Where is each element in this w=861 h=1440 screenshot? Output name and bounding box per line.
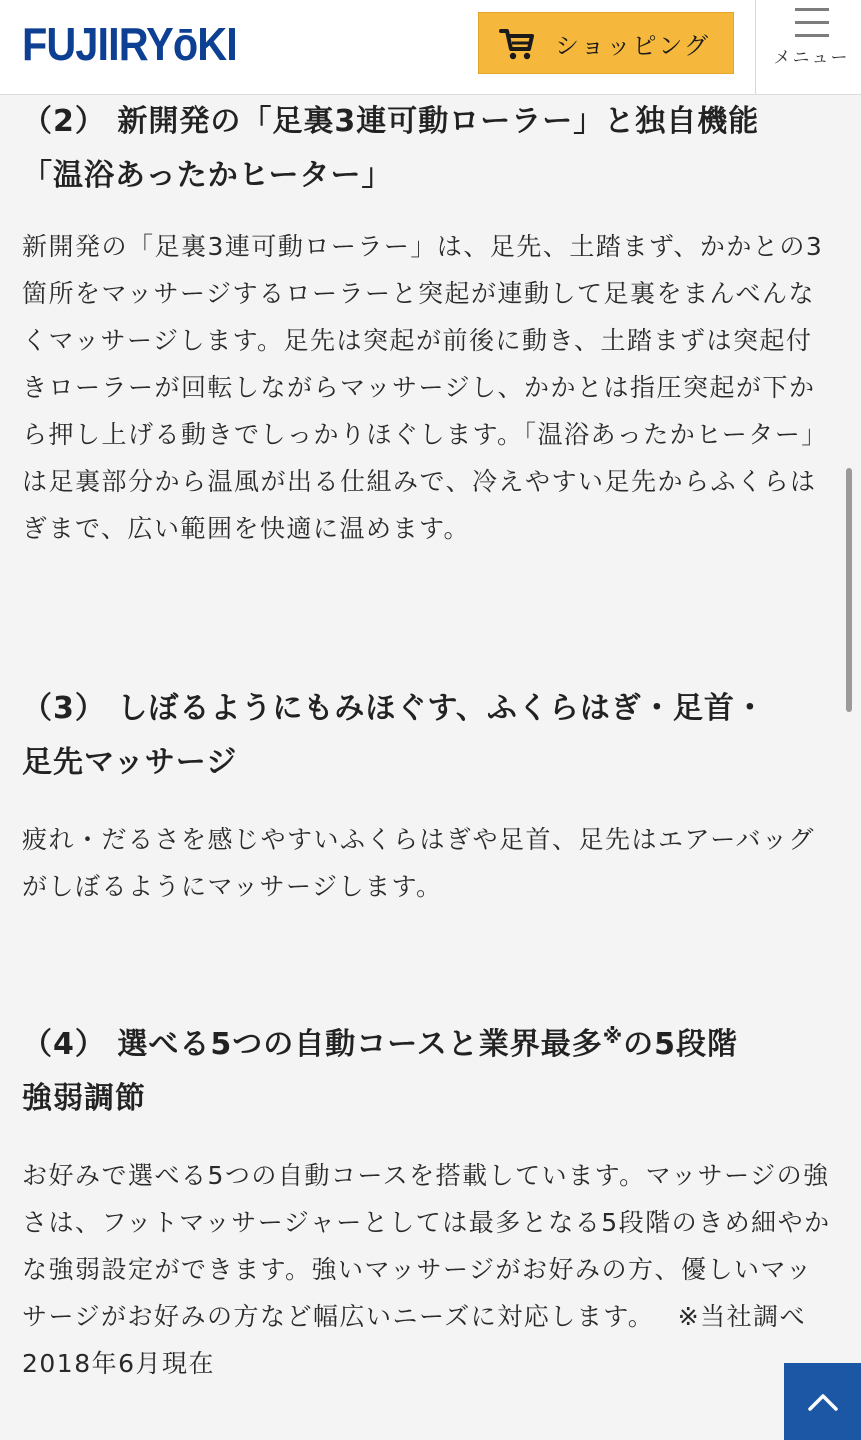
body-text: お好みで選べる5つの自動コースを搭載しています。マッサージの強さは、フットマッサージャーとしては最多となる5段階のきめ細やかな強弱設定ができます。強いマッサージがお好みの方、優しいマッサージがお好みの方など幅広いニーズに対応します。 xyxy=(22,1161,831,1331)
shopping-label: ショッピング xyxy=(555,31,711,60)
shopping-button[interactable] xyxy=(478,12,734,74)
back-to-top-button[interactable] xyxy=(784,1363,861,1440)
article-content xyxy=(22,95,832,1387)
heading-line: （2） 新開発の「足裏3連可動ローラー」と独自機能 xyxy=(22,104,760,139)
chevron-up-icon xyxy=(807,1392,839,1412)
footnote-text: ※当社調べ2018年6月現在 xyxy=(22,1302,807,1378)
footnote-mark: ※ xyxy=(602,1024,624,1048)
section-body-4 xyxy=(22,1152,832,1387)
menu-button[interactable] xyxy=(762,0,861,95)
heading-line: 「温浴あったかヒーター」 xyxy=(22,158,393,193)
site-header xyxy=(0,0,861,95)
heading-line: （3） しぼるようにもみほぐす、ふくらはぎ・足首・ xyxy=(22,691,766,726)
header-divider xyxy=(755,0,756,95)
section-heading-4 xyxy=(22,1018,832,1126)
heading-text: （4） 選べる5つの自動コースと業界最多 xyxy=(22,1027,603,1062)
fujiiryoki-logo[interactable]: FUJIIRYōKI xyxy=(22,18,237,70)
section-heading-3 xyxy=(22,682,832,790)
hamburger-icon xyxy=(795,8,829,47)
heading-text: の5段階 xyxy=(623,1027,739,1062)
page-scrollbar[interactable] xyxy=(846,468,852,712)
heading-line: 強弱調節 xyxy=(22,1081,146,1116)
heading-line xyxy=(22,1018,832,1072)
menu-label: メニュー xyxy=(773,48,850,68)
section-body-2: 新開発の「足裏3連可動ローラー」は、足先、土踏まず、かかとの3箇所をマッサージするローラーと突起が連動して足裏をまんべんなくマッサージします。足先は突起が前後に動き、土踏まずは突起付きローラーが回転しながらマッサージし、かかとは指圧突起が下から押し上げる動きでしっかりほぐします。「温浴あったかヒーター」は足裏部分から温風が出る仕組みで、冷えやすい足先からふくらはぎまで、広い範囲を快適に温めます。 xyxy=(22,232,828,543)
cart-icon xyxy=(499,25,535,61)
section-body-3: 疲れ・だるさを感じやすいふくらはぎや足首、足先はエアーバッグがしぼるようにマッサージします。 xyxy=(22,825,816,901)
heading-line: 足先マッサージ xyxy=(22,745,238,780)
section-heading-2 xyxy=(22,95,832,203)
